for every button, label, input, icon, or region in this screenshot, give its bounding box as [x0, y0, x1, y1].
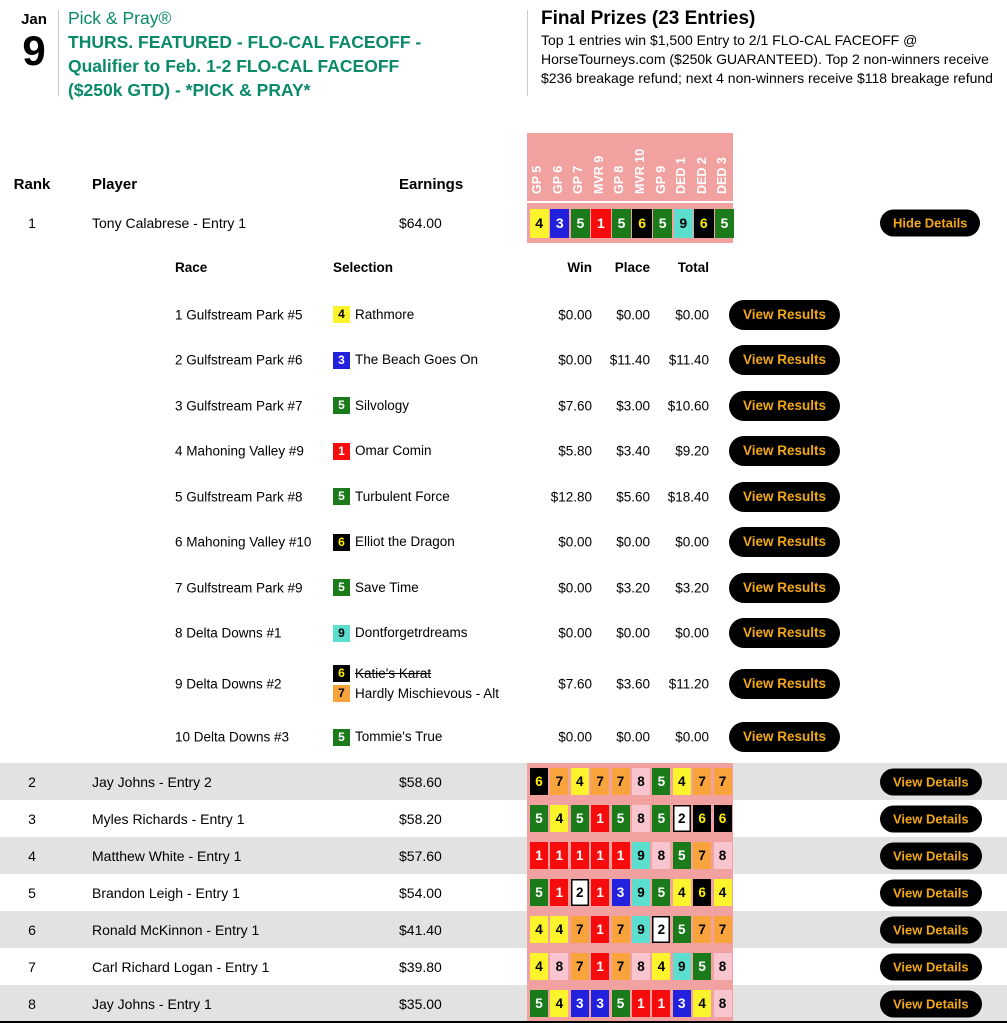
- selection-cell: [333, 441, 432, 461]
- win-value: $0.00: [558, 729, 592, 745]
- pick-chip: 7: [714, 916, 732, 943]
- pick-chip: 4: [550, 916, 568, 943]
- pick-chip: 4: [571, 768, 589, 795]
- pick-chip: 1: [591, 842, 609, 869]
- earnings-value: $39.80: [399, 958, 442, 975]
- pick-chip: 5: [612, 990, 630, 1017]
- race-label: 4 Mahoning Valley #9: [175, 443, 304, 459]
- view-results-button[interactable]: View Results: [729, 527, 840, 557]
- header-divider: [527, 10, 528, 96]
- selection-chip: 7: [333, 685, 350, 702]
- view-results-button[interactable]: View Results: [729, 482, 840, 512]
- player-name: Jay Johns - Entry 2: [92, 773, 212, 790]
- tournament-title-line: THURS. FEATURED - FLO-CAL FACEOFF -: [68, 32, 422, 52]
- total-value: $9.20: [675, 443, 709, 459]
- pick-chip: 7: [714, 768, 732, 795]
- total-value: $11.20: [668, 676, 709, 691]
- race-header-label: GP 6: [550, 165, 565, 194]
- horse-name: Silvology: [355, 397, 410, 413]
- pick-chip: 5: [653, 209, 672, 238]
- view-results-button[interactable]: View Results: [729, 391, 840, 421]
- event-day: 9: [22, 27, 46, 74]
- pick-chip: 3: [612, 879, 630, 906]
- earnings-column-header: Earnings: [399, 176, 464, 193]
- place-value: $0.00: [616, 729, 650, 745]
- details-header: [0, 243, 1007, 292]
- view-results-button[interactable]: View Results: [729, 618, 840, 648]
- view-details-button[interactable]: View Details: [880, 768, 982, 795]
- picks-strip: [527, 985, 733, 1022]
- selection-cell: [333, 664, 499, 704]
- horse-name: Hardly Mischievous - Alt: [355, 685, 500, 701]
- pick-chip: 4: [530, 953, 548, 980]
- pick-chip: 8: [632, 953, 650, 980]
- pick-chip: 5: [652, 805, 670, 832]
- pick-chip: 1: [632, 990, 650, 1017]
- view-details-button[interactable]: View Details: [880, 916, 982, 943]
- game-type-label: Pick & Pray®: [68, 8, 172, 28]
- horse-name: The Beach Goes On: [355, 352, 479, 368]
- place-value: $3.00: [616, 398, 650, 414]
- race-header-label: GP 9: [653, 165, 668, 194]
- rank-column-header: Rank: [13, 176, 51, 193]
- view-details-button[interactable]: View Details: [880, 805, 982, 832]
- earnings-value: $35.00: [399, 995, 442, 1012]
- total-value: $3.20: [675, 580, 709, 596]
- pick-chip: 5: [652, 879, 670, 906]
- pick-chip: 3: [591, 990, 609, 1017]
- header-divider: [58, 10, 59, 96]
- pick-chip: 5: [612, 805, 630, 832]
- place-value: $3.60: [616, 676, 650, 691]
- pick-chip: 1: [591, 209, 610, 238]
- tournament-title: [68, 6, 520, 102]
- pick-chip: 4: [693, 990, 711, 1017]
- place-value: $0.00: [616, 625, 650, 641]
- pick-chip: 5: [673, 916, 691, 943]
- pick-chip: 7: [571, 953, 589, 980]
- total-value: $10.60: [667, 398, 709, 414]
- total-column-label: Total: [677, 260, 709, 275]
- pick-chip: 1: [550, 879, 568, 906]
- place-value: $3.40: [616, 443, 650, 459]
- event-month: Jan: [21, 11, 47, 28]
- pick-chip: 5: [693, 953, 711, 980]
- tournament-title-line: ($250k GTD) - *PICK & PRAY*: [68, 80, 311, 100]
- pick-chip: 5: [652, 768, 670, 795]
- pick-chip: 4: [530, 916, 548, 943]
- earnings-value: $41.40: [399, 921, 442, 938]
- pick-chip: 6: [714, 805, 732, 832]
- selection-chip: 9: [333, 625, 350, 642]
- pick-chip: 5: [571, 805, 589, 832]
- rank-value: 8: [28, 995, 36, 1012]
- pick-chip: 5: [715, 209, 734, 238]
- view-details-button[interactable]: View Details: [880, 842, 982, 869]
- pick-chip: 2: [673, 805, 691, 832]
- view-results-button[interactable]: View Results: [729, 573, 840, 603]
- pick-chip: 1: [591, 805, 609, 832]
- pick-chip: 8: [632, 768, 650, 795]
- selection-chip: 6: [333, 534, 350, 551]
- pick-chip: 8: [632, 805, 650, 832]
- pick-chip: 8: [714, 842, 732, 869]
- pick-chip: 7: [612, 768, 630, 795]
- race-label: 8 Delta Downs #1: [175, 625, 282, 641]
- pick-chip: 5: [612, 209, 631, 238]
- place-value: $5.60: [616, 489, 650, 505]
- leaderboard-row: [0, 203, 1007, 243]
- detail-row: [0, 611, 1007, 657]
- picks-strip: [527, 203, 733, 243]
- pick-chip: 4: [673, 879, 691, 906]
- pick-chip: 5: [530, 990, 548, 1017]
- selection-cell: [333, 396, 409, 416]
- player-name: Myles Richards - Entry 1: [92, 810, 245, 827]
- place-value: $11.40: [609, 352, 650, 368]
- rank-value: 1: [28, 215, 36, 231]
- race-label: 1 Gulfstream Park #5: [175, 307, 303, 323]
- pick-chip: 7: [612, 953, 630, 980]
- selection-chip: 5: [333, 729, 350, 746]
- race-header-label: GP 7: [571, 165, 586, 194]
- rank-value: 7: [28, 958, 36, 975]
- hide-details-button[interactable]: Hide Details: [880, 210, 980, 237]
- pick-chip: 1: [571, 842, 589, 869]
- selection-chip: 1: [333, 443, 350, 460]
- pick-chip: 9: [632, 916, 650, 943]
- pick-chip: 6: [693, 879, 711, 906]
- event-date: [12, 12, 56, 72]
- view-results-button[interactable]: View Results: [729, 722, 840, 752]
- leaderboard-row: [0, 763, 1007, 800]
- picks-strip: [527, 874, 733, 911]
- pick-chip: 4: [530, 209, 549, 238]
- win-column-label: Win: [567, 260, 592, 275]
- pick-chip: 2: [652, 916, 670, 943]
- pick-chip: 4: [714, 879, 732, 906]
- race-column-label: Race: [175, 260, 208, 275]
- race-label: 10 Delta Downs #3: [175, 729, 290, 745]
- earnings-value: $58.20: [399, 810, 442, 827]
- place-value: $0.00: [616, 534, 650, 550]
- horse-name: Save Time: [355, 579, 419, 595]
- pick-chip: 9: [632, 842, 650, 869]
- horse-name: Omar Comin: [355, 443, 432, 459]
- horse-name-scratched: Katie's Karat: [355, 665, 432, 681]
- win-value: $7.60: [558, 398, 592, 414]
- view-results-button[interactable]: View Results: [729, 669, 840, 699]
- final-prizes-title: Final Prizes (23 Entries): [541, 8, 756, 29]
- win-value: $5.80: [558, 443, 592, 459]
- pick-chip: 7: [591, 768, 609, 795]
- player-name: Carl Richard Logan - Entry 1: [92, 958, 270, 975]
- rank-value: 3: [28, 810, 36, 827]
- player-name: Matthew White - Entry 1: [92, 847, 242, 864]
- player-name: Tony Calabrese - Entry 1: [92, 215, 247, 231]
- pick-chip: 6: [693, 805, 711, 832]
- pick-chip: 4: [550, 805, 568, 832]
- earnings-value: $58.60: [399, 773, 442, 790]
- entry-details-panel: [0, 243, 1007, 763]
- selection-column-label: Selection: [333, 260, 394, 275]
- pick-chip: 4: [652, 953, 670, 980]
- pick-chip: 6: [632, 209, 651, 238]
- race-label: 5 Gulfstream Park #8: [175, 489, 303, 505]
- total-value: $11.40: [668, 352, 709, 368]
- race-label: 9 Delta Downs #2: [175, 676, 282, 691]
- win-value: $0.00: [558, 307, 592, 323]
- race-header-label: MVR 10: [632, 148, 647, 194]
- selection-chip: 5: [333, 397, 350, 414]
- selection-cell: [333, 532, 455, 552]
- pick-chip: 7: [571, 916, 589, 943]
- race-header-label: DED 3: [715, 157, 730, 194]
- leaderboard-row: [0, 911, 1007, 948]
- detail-row: [0, 292, 1007, 338]
- race-label: 7 Gulfstream Park #9: [175, 580, 303, 596]
- pick-chip: 4: [550, 990, 568, 1017]
- selection-chip: 3: [333, 352, 350, 369]
- horse-name: Tommie's True: [355, 729, 443, 744]
- leaderboard-row: [0, 837, 1007, 874]
- pick-chip: 1: [591, 916, 609, 943]
- pick-chip: 5: [673, 842, 691, 869]
- selection-chip: 5: [333, 488, 350, 505]
- pick-chip: 5: [530, 879, 548, 906]
- pick-chip: 1: [591, 953, 609, 980]
- win-value: $0.00: [558, 625, 592, 641]
- pick-chip: 7: [693, 842, 711, 869]
- pick-chip: 1: [550, 842, 568, 869]
- selection-chip: 4: [333, 306, 350, 323]
- place-value: $0.00: [616, 307, 650, 323]
- detail-row: [0, 338, 1007, 384]
- picks-strip: [527, 763, 733, 800]
- race-label: 6 Mahoning Valley #10: [175, 534, 312, 550]
- pick-chip: 1: [652, 990, 670, 1017]
- place-value: $3.20: [616, 580, 650, 596]
- horse-name: Turbulent Force: [355, 488, 450, 504]
- horse-name: Rathmore: [355, 306, 415, 322]
- rank-value: 2: [28, 773, 36, 790]
- horse-name: Elliot the Dragon: [355, 534, 455, 550]
- selection-cell: [333, 727, 442, 747]
- detail-row: [0, 520, 1007, 566]
- final-prizes-description: Top 1 entries win $1,500 Entry to 2/1 FLO-CAL FACEOFF @ HorseTourneys.com ($250k GUARANTEED). Top 2 non-winners receive $236 breakage refund; next 4 non-winners receive $118 breakage refund: [541, 32, 993, 86]
- win-value: $12.80: [550, 489, 592, 505]
- pick-chip: 7: [550, 768, 568, 795]
- detail-row: [0, 711, 1007, 763]
- pick-chip: 9: [674, 209, 693, 238]
- place-column-label: Place: [614, 260, 650, 275]
- earnings-value: $57.60: [399, 847, 442, 864]
- win-value: $7.60: [558, 676, 592, 691]
- race-header-label: DED 1: [674, 157, 689, 194]
- player-name: Jay Johns - Entry 1: [92, 995, 212, 1012]
- pick-chip: 6: [530, 768, 548, 795]
- race-label: 2 Gulfstream Park #6: [175, 352, 303, 368]
- pick-chip: 3: [673, 990, 691, 1017]
- total-value: $0.00: [675, 534, 709, 550]
- leaderboard-row: [0, 800, 1007, 837]
- pick-chip: 4: [673, 768, 691, 795]
- view-results-button[interactable]: View Results: [729, 300, 840, 330]
- selection-cell: [333, 578, 419, 598]
- pick-chip: 1: [530, 842, 548, 869]
- race-header-label: GP 5: [530, 165, 544, 194]
- player-name: Brandon Leigh - Entry 1: [92, 884, 240, 901]
- picks-strip: [527, 911, 733, 948]
- pick-chip: 1: [591, 879, 609, 906]
- player-name: Ronald McKinnon - Entry 1: [92, 921, 260, 938]
- pick-chip: 7: [693, 916, 711, 943]
- win-value: $0.00: [558, 580, 592, 596]
- rank-value: 5: [28, 884, 36, 901]
- selection-cell: [333, 350, 478, 370]
- pick-chip: 7: [693, 768, 711, 795]
- earnings-value: $64.00: [399, 215, 442, 231]
- race-header-label: GP 8: [612, 165, 627, 194]
- view-details-button[interactable]: View Details: [880, 879, 982, 906]
- player-column-header: Player: [92, 176, 138, 193]
- picks-strip: [527, 800, 733, 837]
- pick-chip: 7: [612, 916, 630, 943]
- selection-cell: [333, 487, 450, 507]
- picks-strip: [527, 948, 733, 985]
- leaderboard-row: [0, 874, 1007, 911]
- pick-chip: 8: [550, 953, 568, 980]
- race-header-label: DED 2: [694, 157, 709, 194]
- pick-chip: 1: [612, 842, 630, 869]
- final-prizes-panel: [541, 8, 999, 88]
- pick-chip: 5: [571, 209, 590, 238]
- detail-row: [0, 656, 1007, 711]
- picks-strip: [527, 837, 733, 874]
- view-details-button[interactable]: View Details: [880, 953, 982, 980]
- total-value: $0.00: [675, 625, 709, 641]
- earnings-value: $54.00: [399, 884, 442, 901]
- view-details-button[interactable]: View Details: [880, 990, 982, 1017]
- pick-chip: 5: [530, 805, 548, 832]
- selection-cell: [333, 305, 414, 325]
- leaderboard-row: [0, 985, 1007, 1022]
- race-column-header: [527, 133, 733, 201]
- pick-chip: 9: [673, 953, 691, 980]
- pick-chip: 8: [714, 990, 732, 1017]
- rank-value: 4: [28, 847, 36, 864]
- total-value: $0.00: [675, 307, 709, 323]
- total-value: $18.40: [667, 489, 709, 505]
- detail-row: [0, 565, 1007, 611]
- view-results-button[interactable]: View Results: [729, 436, 840, 466]
- selection-chip: 6: [333, 665, 350, 682]
- horse-name: Dontforgetrdreams: [355, 625, 468, 641]
- win-value: $0.00: [558, 534, 592, 550]
- detail-row: [0, 429, 1007, 475]
- rank-value: 6: [28, 921, 36, 938]
- pick-chip: 8: [714, 953, 732, 980]
- selection-cell: [333, 623, 468, 643]
- view-results-button[interactable]: View Results: [729, 345, 840, 375]
- win-value: $0.00: [558, 352, 592, 368]
- race-label: 3 Gulfstream Park #7: [175, 398, 303, 414]
- race-header-label: MVR 9: [591, 155, 606, 194]
- pick-chip: 3: [571, 990, 589, 1017]
- detail-row: [0, 474, 1007, 520]
- pick-chip: 6: [694, 209, 713, 238]
- tournament-title-line: Qualifier to Feb. 1-2 FLO-CAL FACEOFF: [68, 56, 400, 76]
- detail-row: [0, 383, 1007, 429]
- pick-chip: 8: [652, 842, 670, 869]
- leaderboard-row: [0, 948, 1007, 985]
- selection-chip: 5: [333, 579, 350, 596]
- pick-chip: 2: [571, 879, 589, 906]
- pick-chip: 9: [632, 879, 650, 906]
- pick-chip: 3: [550, 209, 569, 238]
- total-value: $0.00: [675, 729, 709, 745]
